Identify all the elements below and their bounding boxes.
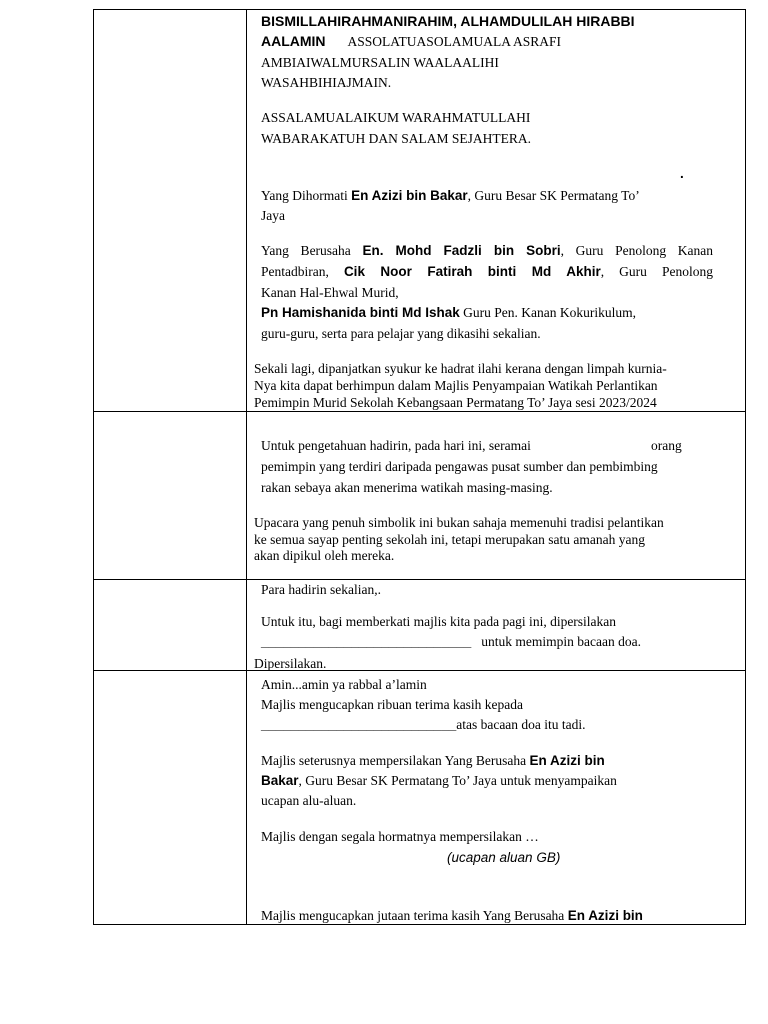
gpk-koko-title: Guru Pen. Kanan Kokurikulum, [459,305,637,320]
row-divider [93,411,746,412]
berusaha-line-4 [261,304,636,321]
opening-line-1: BISMILLAHIRAHMANIRAHIM, ALHAMDULILAH HIRABBI [261,13,635,29]
table-border-top [93,9,746,10]
berusaha-prefix: Yang Berusaha [261,243,363,258]
gpk-koko-name: Pn Hamishanida binti Md Ishak [261,305,460,320]
alu-aluan-prefix: Majlis seterusnya mempersilakan Yang Berusaha [261,753,530,768]
hadirin-line-2: pemimpin yang terdiri daripada pengawas pusat sumber dan pembimbing [261,459,658,474]
alu-aluan-line-2 [261,772,617,789]
terima-kasih-line-1: Majlis mengucapkan ribuan terima kasih kepada [261,697,524,712]
hadirin-line-1-end: orang [651,438,682,453]
guru-besar-name-part1: En Azizi bin [529,753,605,768]
guru-besar-name-end: En Azizi bin [567,908,643,923]
gpk-pentadbiran-name: En. Mohd Fadzli bin Sobri [362,243,561,258]
hormat-prefix: Yang Dihormati [261,188,352,203]
syukur-line-2: Nya kita dapat berhimpun dalam Majlis Penyampaian Watikah Perlantikan [254,378,658,393]
berusaha-line-3: Kanan Hal-Ehwal Murid, [261,285,399,300]
doa-line-1: Untuk itu, bagi memberkati majlis kita pada pagi ini, dipersilakan [261,614,617,629]
salam-line-1: ASSALAMUALAIKUM WARAHMATULLAHI [261,110,531,125]
upacara-line-2: ke semua sayap penting sekolah ini, tetapi merupakan satu amanah yang [254,532,645,547]
table-border-bottom [93,924,746,925]
upacara-line-3: akan dipikul oleh mereka. [254,548,395,563]
hormat-persilakan: Majlis dengan segala hormatnya mempersilakan … [261,829,539,844]
gpk-hem-name: Cik Noor Fatirah binti Md Akhir [343,264,601,279]
para-hadirin: Para hadirin sekalian,. [261,582,381,597]
gpk-hem-title: , Guru Penolong [600,264,713,279]
hormat-line-1 [261,187,640,204]
hormat-title: , Guru Besar SK Permatang To’ [467,188,640,203]
berusaha-line-2-text [261,263,713,280]
alu-aluan-line-1 [261,752,605,769]
terima-kasih-line-2 [261,716,586,733]
opening-line-2-bold: AALAMIN [261,33,326,49]
hadirin-line-1: Untuk pengetahuan hadirin, pada hari ini, seramai [261,438,531,453]
opening-line-2-rest: ASSOLATUASOLAMUALA ASRAFI [347,34,561,49]
row-divider [93,579,746,580]
berusaha-line-5: guru-guru, serta para pelajar yang dikasihi sekalian. [261,326,541,341]
dipersilakan: Dipersilakan. [254,656,327,671]
guru-besar-name: En Azizi bin Bakar [351,188,468,203]
opening-line-2 [261,33,561,50]
amin-line: Amin...amin ya rabbal a’lamin [261,677,427,692]
alu-aluan-title: , Guru Besar SK Permatang To’ Jaya untuk menyampaikan [298,773,617,788]
guru-besar-name-part2: Bakar [261,773,299,788]
terima-kasih-line-2-text: atas bacaan doa itu tadi. [456,717,586,732]
hadirin-line-3: rakan sebaya akan menerima watikah masing-masing. [261,480,553,495]
doa-reader-blank: ____________________________ [261,634,472,649]
doa-line-2 [261,633,641,650]
jutaan-terima-kasih-line [261,907,643,924]
stray-dot: . [680,166,684,181]
ucapan-aluan-note: (ucapan aluan GB) [447,850,561,865]
hormat-line-2: Jaya [261,208,285,223]
syukur-line-3: Pemimpin Murid Sekolah Kebangsaan Permatang To’ Jaya sesi 2023/2024 [254,395,657,410]
berusaha-line-2 [261,263,713,280]
berusaha-line-1 [261,242,713,259]
opening-line-4: WASAHBIHIAJMAIN. [261,75,392,90]
gpk-title: , Guru Penolong Kanan [560,243,713,258]
alu-aluan-line-3: ucapan alu-aluan. [261,793,357,808]
berusaha-line-1-text [261,242,713,259]
jutaan-prefix: Majlis mengucapkan jutaan terima kasih Yang Berusaha [261,908,568,923]
column-divider [246,9,247,925]
upacara-line-1: Upacara yang penuh simbolik ini bukan sahaja memenuhi tradisi pelantikan [254,515,664,530]
doa-thanks-blank: __________________________ [261,717,457,732]
syukur-line-1: Sekali lagi, dipanjatkan syukur ke hadrat ilahi kerana dengan limpah kurnia- [254,361,667,376]
doa-line-2-text: untuk memimpin bacaan doa. [481,634,641,649]
opening-line-3: AMBIAIWALMURSALIN WAALAALIHI [261,55,499,70]
salam-line-2: WABARAKATUH DAN SALAM SEJAHTERA. [261,131,532,146]
row-divider [93,670,746,671]
pentadbiran-label: Pentadbiran, [261,264,329,279]
